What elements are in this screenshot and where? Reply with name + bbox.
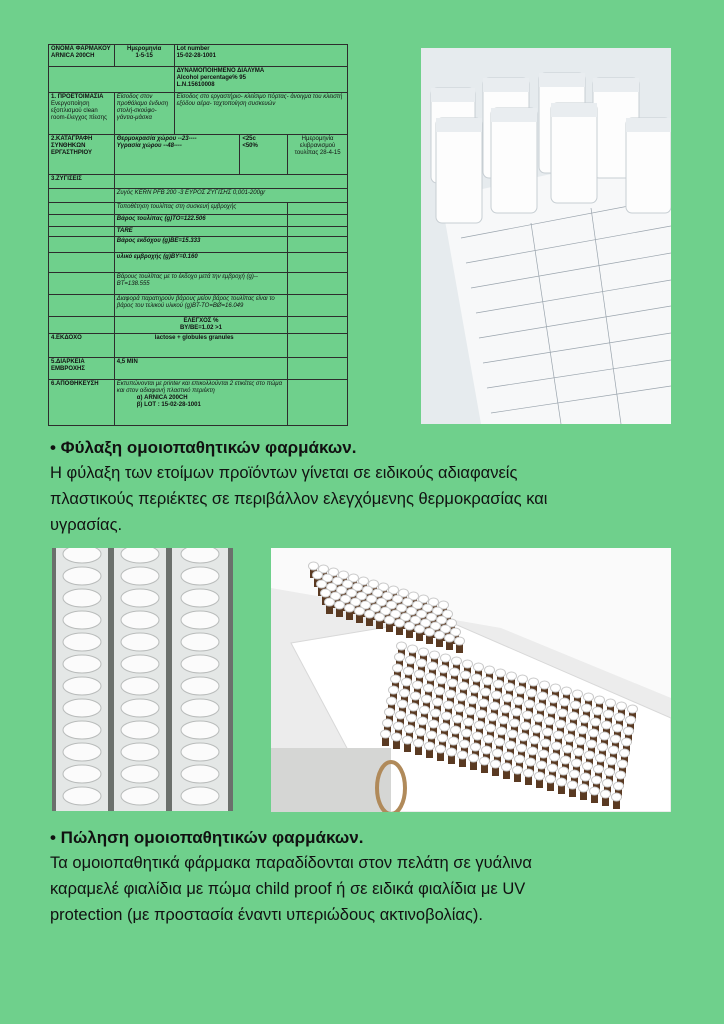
lot-label: Lot number — [176, 46, 210, 52]
empty-cell — [49, 295, 115, 317]
storage-label-b: β) LOT : 15-02-28-1001 — [136, 402, 201, 408]
sales-line-2: καραμελέ φιαλίδια με πώμα child proof ή σε ειδικά φιαλίδια με UV — [50, 880, 526, 898]
prep-entry-lab: Είσοδος στο εργαστήριο- κλείσιμο πόρτας- άνοιγμα του κλειστή εξόδου αέρα- ταχτοποίηση συσκευών — [174, 93, 347, 135]
empty-cell — [49, 317, 115, 334]
check-ratio: BY/BE=1.02 >1 — [179, 325, 222, 331]
dilution-label: ΔΥΝΑΜΟΠΟΙΗΜΕΝΟ ΔΙΑΛΥΜΑ — [176, 68, 265, 74]
weigh-step: Τοποθέτηση τουλίπας στη συσκευή εμβροχής — [114, 203, 287, 215]
date-cell — [114, 45, 174, 67]
room-temperature: Θερμοκρασία χώρου --23---- — [116, 136, 197, 142]
alcohol-percentage: Alcohol percentage% 95 — [176, 75, 246, 81]
empty-cell — [288, 273, 348, 295]
excipient-value: lactose + globules granules — [114, 334, 287, 358]
storage-cell — [114, 380, 287, 426]
weight-difference: Διαφορά παρατηρούν βάρους μείον βάρος τουλίπας είναι το βάρος του τελικού υλικού (g)BT-TO=BØ=16.049 — [114, 295, 287, 317]
tare: TARE — [114, 227, 287, 237]
empty-cell — [49, 67, 175, 93]
limits-cell — [240, 135, 288, 175]
check-cell — [114, 317, 287, 334]
storage-text: Εκτυπώνονται με printer και επικολλούνται 2 ετικέτες στο πώμα και στον αδιαφανή πλαστικό περιέκτη — [116, 381, 282, 394]
storage-label-a: α) ARNICA 200CH — [136, 395, 188, 401]
storage-label: 6.ΑΠΟΘΗΚΕΥΣΗ — [49, 380, 115, 426]
bottle-trays-image — [52, 548, 233, 811]
duration-value: 4,5 MIN — [114, 358, 287, 380]
empty-cell — [49, 227, 115, 237]
scale-info: Ζυγός KERN PFB 200 -3 ΕΥΡΟΣ ΖΥΓΙΣΗΣ 0,001-200gr — [114, 189, 347, 203]
date-label: Ημερομηνία — [127, 46, 162, 52]
empty-cell — [288, 237, 348, 253]
temp-hum-cell — [114, 135, 240, 175]
sales-line-3: protection (με προστασία έναντι υπεριώδους ακτινοβολίας). — [50, 906, 483, 924]
empty-cell — [288, 215, 348, 227]
lot-cell — [174, 45, 347, 67]
empty-cell — [49, 215, 115, 227]
bottles-on-form-image — [421, 48, 671, 424]
tulip-weight: Βάρος τουλίπας (g)TO=122.506 — [114, 215, 287, 227]
date-value: 1-5-15 — [135, 53, 153, 59]
lot-value: 15-02-28-1001 — [176, 53, 216, 59]
impregnation-material: υλικό εμβροχής (g)BY=0.160 — [114, 253, 287, 273]
empty-cell — [49, 273, 115, 295]
empty-cell — [288, 380, 348, 426]
excipient-label: 4.ΕΚΔΟΧΟ — [49, 334, 115, 358]
drug-name-cell — [49, 45, 115, 67]
weighing-label: 3.ΖΥΓΙΣΕΙΣ — [49, 175, 115, 189]
tulip-after-weight: Βάρους τουλίπας με το έκδοχο μετά την εμβροχή (g)--BT=138.555 — [114, 273, 287, 295]
sales-line-1: Τα ομοιοπαθητικά φάρμακα παραδίδονται στον πελάτη σε γυάλινα — [50, 854, 532, 872]
empty-cell — [288, 227, 348, 237]
prep-label: 1. ΠΡΟΕΤΟΙΜΑΣΙΑ — [51, 94, 104, 100]
storage-line-2: πλαστικούς περιέκτες σε περιβάλλον ελεγχόμενης θερμοκρασίας και — [50, 490, 548, 508]
hum-limit: <50% — [242, 143, 258, 149]
photo-bottle-trays — [52, 548, 233, 811]
empty-cell — [49, 189, 115, 203]
empty-cell — [114, 175, 347, 189]
sales-heading: • Πώληση ομοιοπαθητικών φαρμάκων. — [50, 828, 364, 847]
empty-cell — [288, 317, 348, 334]
dilution-cell — [174, 67, 347, 93]
empty-cell — [49, 253, 115, 273]
empty-cell — [288, 358, 348, 380]
drug-name-label: ΟΝΟΜΑ ΦΑΡΜΑΚΟΥ — [51, 46, 111, 52]
storage-paragraph — [50, 460, 547, 538]
duration-label: 5.ΔΙΑΡΚΕΙΑ ΕΜΒΡΟΧΗΣ — [49, 358, 115, 380]
sales-paragraph — [50, 850, 532, 928]
empty-cell — [288, 203, 348, 215]
prep-entry: Είσοδος στον προθάλαμο ένδυση στολή-σκούφο-γάντια-μάσκα — [114, 93, 174, 135]
empty-cell — [288, 253, 348, 273]
calibration-date: Ημερομηνία ελιβρανισμού τουλίπας 28-4-15 — [288, 135, 348, 175]
drawer-vials-image — [271, 548, 671, 812]
prep-cell — [49, 93, 115, 135]
preparation-record-table — [48, 44, 348, 426]
conditions-label: 2.ΚΑΤΑΓΡΑΦΗ ΣΥΝΘΗΚΩΝ ΕΡΓΑΣΤΗΡΙΟΥ — [49, 135, 115, 175]
room-humidity: Υγρασία χώρου --48---- — [116, 143, 182, 149]
empty-cell — [49, 237, 115, 253]
storage-line-3: υγρασίας. — [50, 516, 123, 534]
photo-bottles-on-form — [421, 48, 671, 424]
storage-line-1: Η φύλαξη των ετοίμων προϊόντων γίνεται σε ειδικούς αδιαφανείς — [50, 464, 518, 482]
storage-heading: • Φύλαξη ομοιοπαθητικών φαρμάκων. — [50, 438, 357, 457]
drug-name: ARNICA 200CH — [51, 53, 95, 59]
empty-cell — [49, 203, 115, 215]
ln-number: L.N.15610008 — [176, 82, 215, 88]
empty-cell — [288, 334, 348, 358]
check-label: ΕΛΕΓΧΟΣ % — [183, 318, 219, 324]
empty-cell — [288, 295, 348, 317]
excipient-weight: Βάρος εκδόχου (g)BE=15.333 — [114, 237, 287, 253]
temp-limit: <25c — [242, 136, 256, 142]
photo-drawer-vials — [271, 548, 671, 812]
prep-text: Ενεργοποίηση εξοπλισμού clean room-έλεγχος πίεσης — [51, 101, 107, 121]
